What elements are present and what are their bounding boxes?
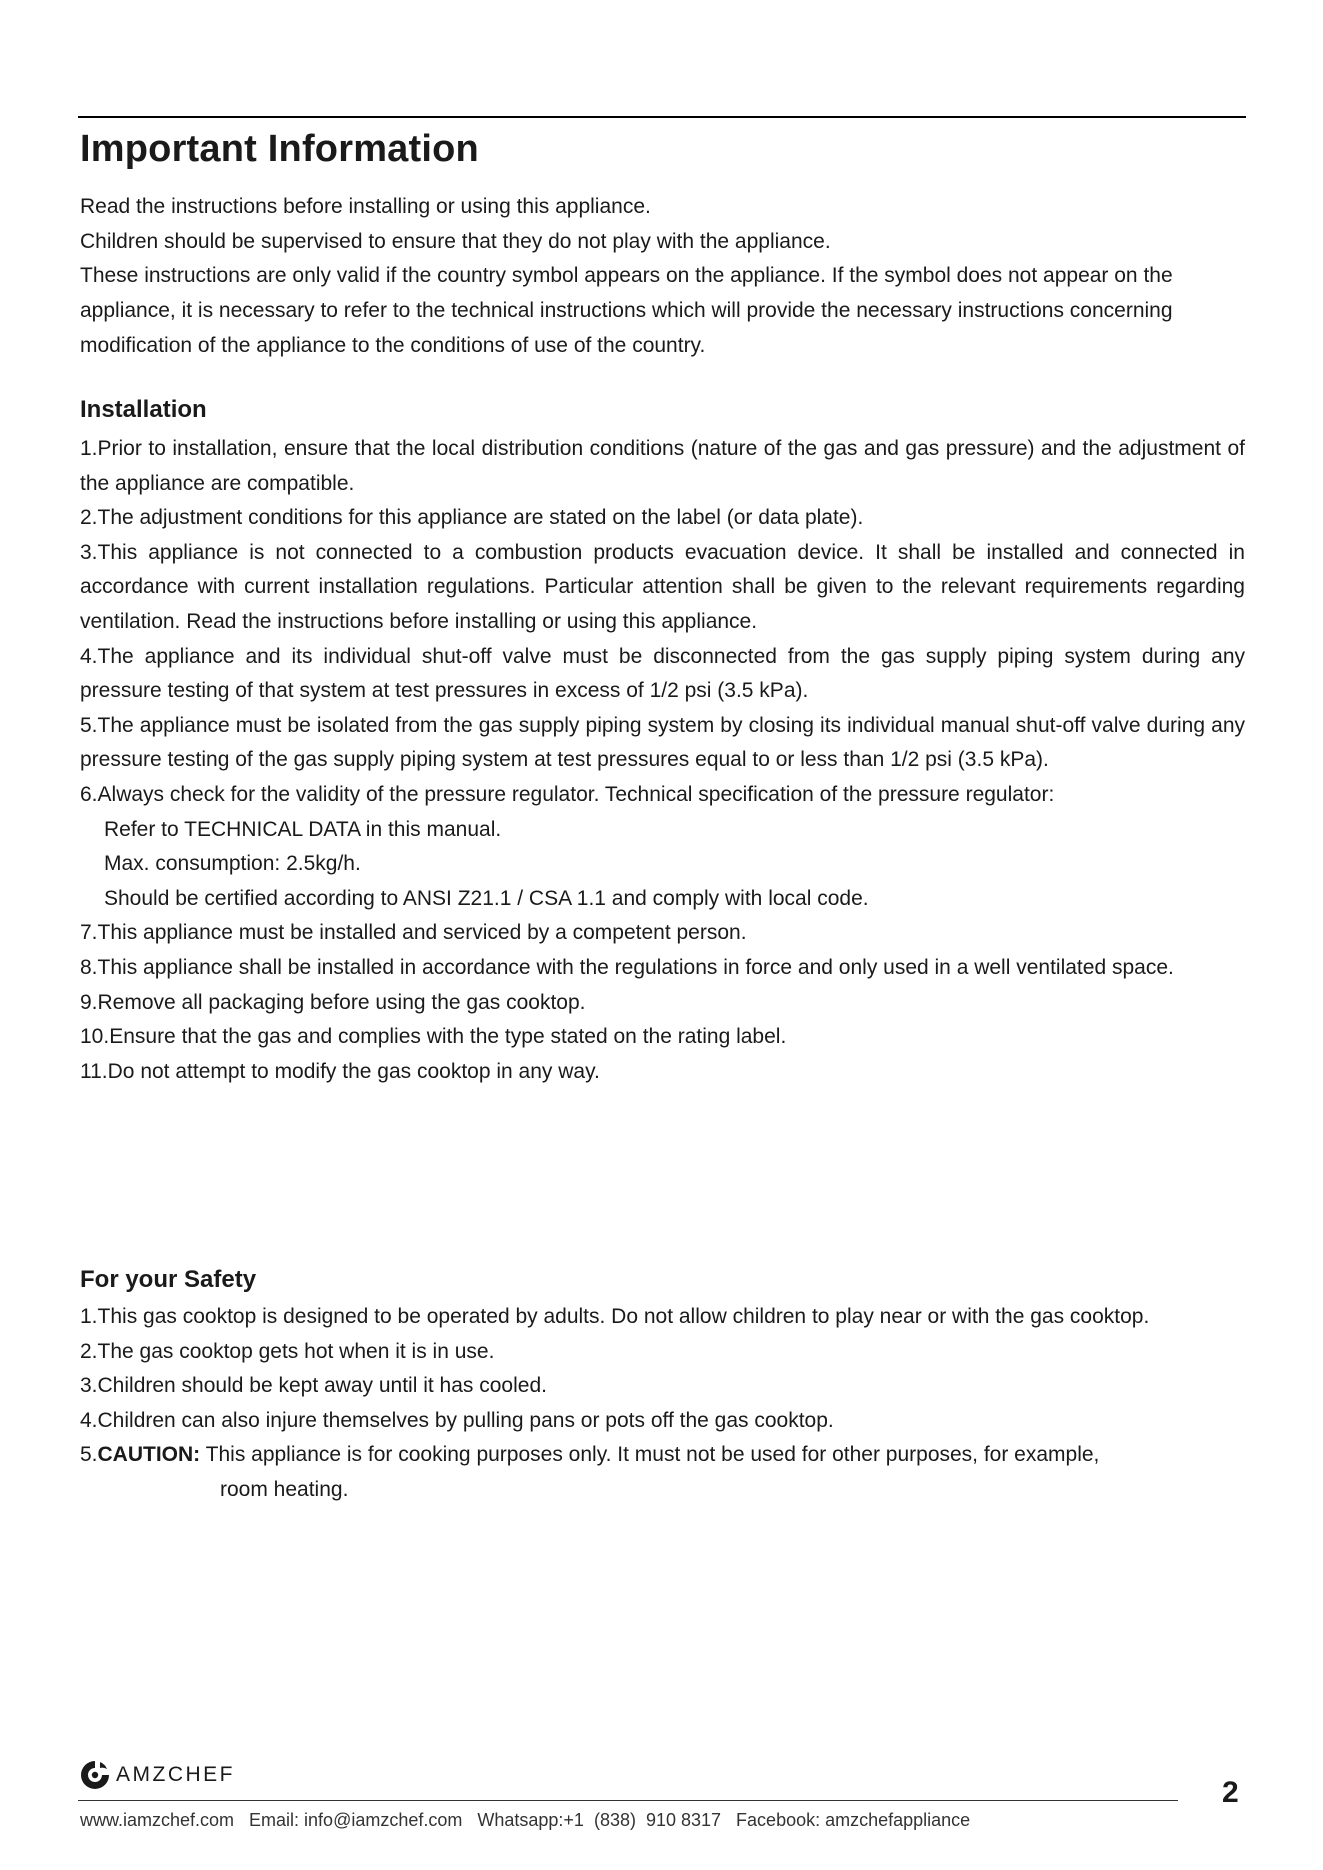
list-item: 1.Prior to installation, ensure that the local distribution conditions (nature of the gas and gas pressure) and the adjustment of the appliance are compatible. <box>80 437 1245 495</box>
intro-line: Children should be supervised to ensure that they do not play with the appliance. <box>80 229 831 253</box>
list-item: 2.The gas cooktop gets hot when it is in use. <box>80 1339 495 1363</box>
list-item: 3.This appliance is not connected to a combustion products evacuation device. It shall be installed and connected in accordance with current installation regulations. Particular attention shall be given to the relevant requirements regarding ventilation. Read the instructions before installing or using this appliance. <box>80 540 1245 633</box>
list-item: 11.Do not attempt to modify the gas cooktop in any way. <box>80 1059 600 1083</box>
installation-heading: Installation <box>80 396 207 423</box>
list-item: 5.The appliance must be isolated from the gas supply piping system by closing its individual manual shut-off valve during any pressure testing of the gas supply piping system at test pressures equal to or less than 1/2 psi (3.5 kPa). <box>80 713 1245 772</box>
page-number: 2 <box>1222 1776 1239 1809</box>
page-title: Important Information <box>80 128 479 170</box>
intro-line: Read the instructions before installing or using this appliance. <box>80 195 651 218</box>
caution-item: 5.CAUTION: This appliance is for cooking purposes only. It must not be used for other purposes, for example, <box>80 1443 1100 1467</box>
top-rule <box>78 116 1246 118</box>
safety-list <box>80 1300 1245 1508</box>
list-item: 3.Children should be kept away until it has cooled. <box>80 1374 547 1398</box>
installation-list <box>80 432 1245 1089</box>
safety-heading: For your Safety <box>80 1266 257 1293</box>
list-item-continuation: Should be certified according to ANSI Z21.1 / CSA 1.1 and comply with local code. <box>104 886 869 910</box>
intro-text <box>80 190 1250 364</box>
list-item: 4.Children can also injure themselves by pulling pans or pots off the gas cooktop. <box>80 1408 834 1432</box>
list-item-continuation: Max. consumption: 2.5kg/h. <box>104 852 361 876</box>
list-item: 6.Always check for the validity of the pressure regulator. Technical specification of the pressure regulator: <box>80 782 1055 806</box>
list-item: 10.Ensure that the gas and complies with the type stated on the rating label. <box>80 1025 787 1049</box>
list-item: 1.This gas cooktop is designed to be operated by adults. Do not allow children to play near or with the gas cooktop. <box>80 1305 1150 1328</box>
caution-continuation: room heating. <box>220 1477 349 1501</box>
footer-contact: www.iamzchef.com Email: info@iamzchef.com Whatsapp:+1 (838) 910 8317 Facebook: amzchefappliance <box>80 1810 971 1830</box>
list-item: 8.This appliance shall be installed in accordance with the regulations in force and only used in a well ventilated space. <box>80 955 1174 979</box>
list-item: 9.Remove all packaging before using the gas cooktop. <box>80 990 586 1014</box>
intro-line: These instructions are only valid if the country symbol appears on the appliance. If the symbol does not appear on the appliance, it is necessary to refer to the technical instructions which will provide the necessary instructions concerning modification of the appliance to the conditions of use of the country. <box>80 264 1173 357</box>
list-item-continuation: Refer to TECHNICAL DATA in this manual. <box>104 817 502 841</box>
list-item: 2.The adjustment conditions for this appliance are stated on the label (or data plate). <box>80 506 864 530</box>
list-item: 4.The appliance and its individual shut-off valve must be disconnected from the gas supply piping system during any pressure testing of that system at test pressures in excess of 1/2 psi (3.5 kPa). <box>80 644 1245 703</box>
footer-rule <box>78 1800 1178 1801</box>
caution-label: CAUTION: <box>97 1443 201 1467</box>
brand-flame-icon <box>78 1758 112 1792</box>
brand-name: AMZCHEF <box>116 1763 235 1786</box>
list-item: 7.This appliance must be installed and serviced by a competent person. <box>80 921 747 945</box>
brand-logo <box>78 1758 235 1792</box>
